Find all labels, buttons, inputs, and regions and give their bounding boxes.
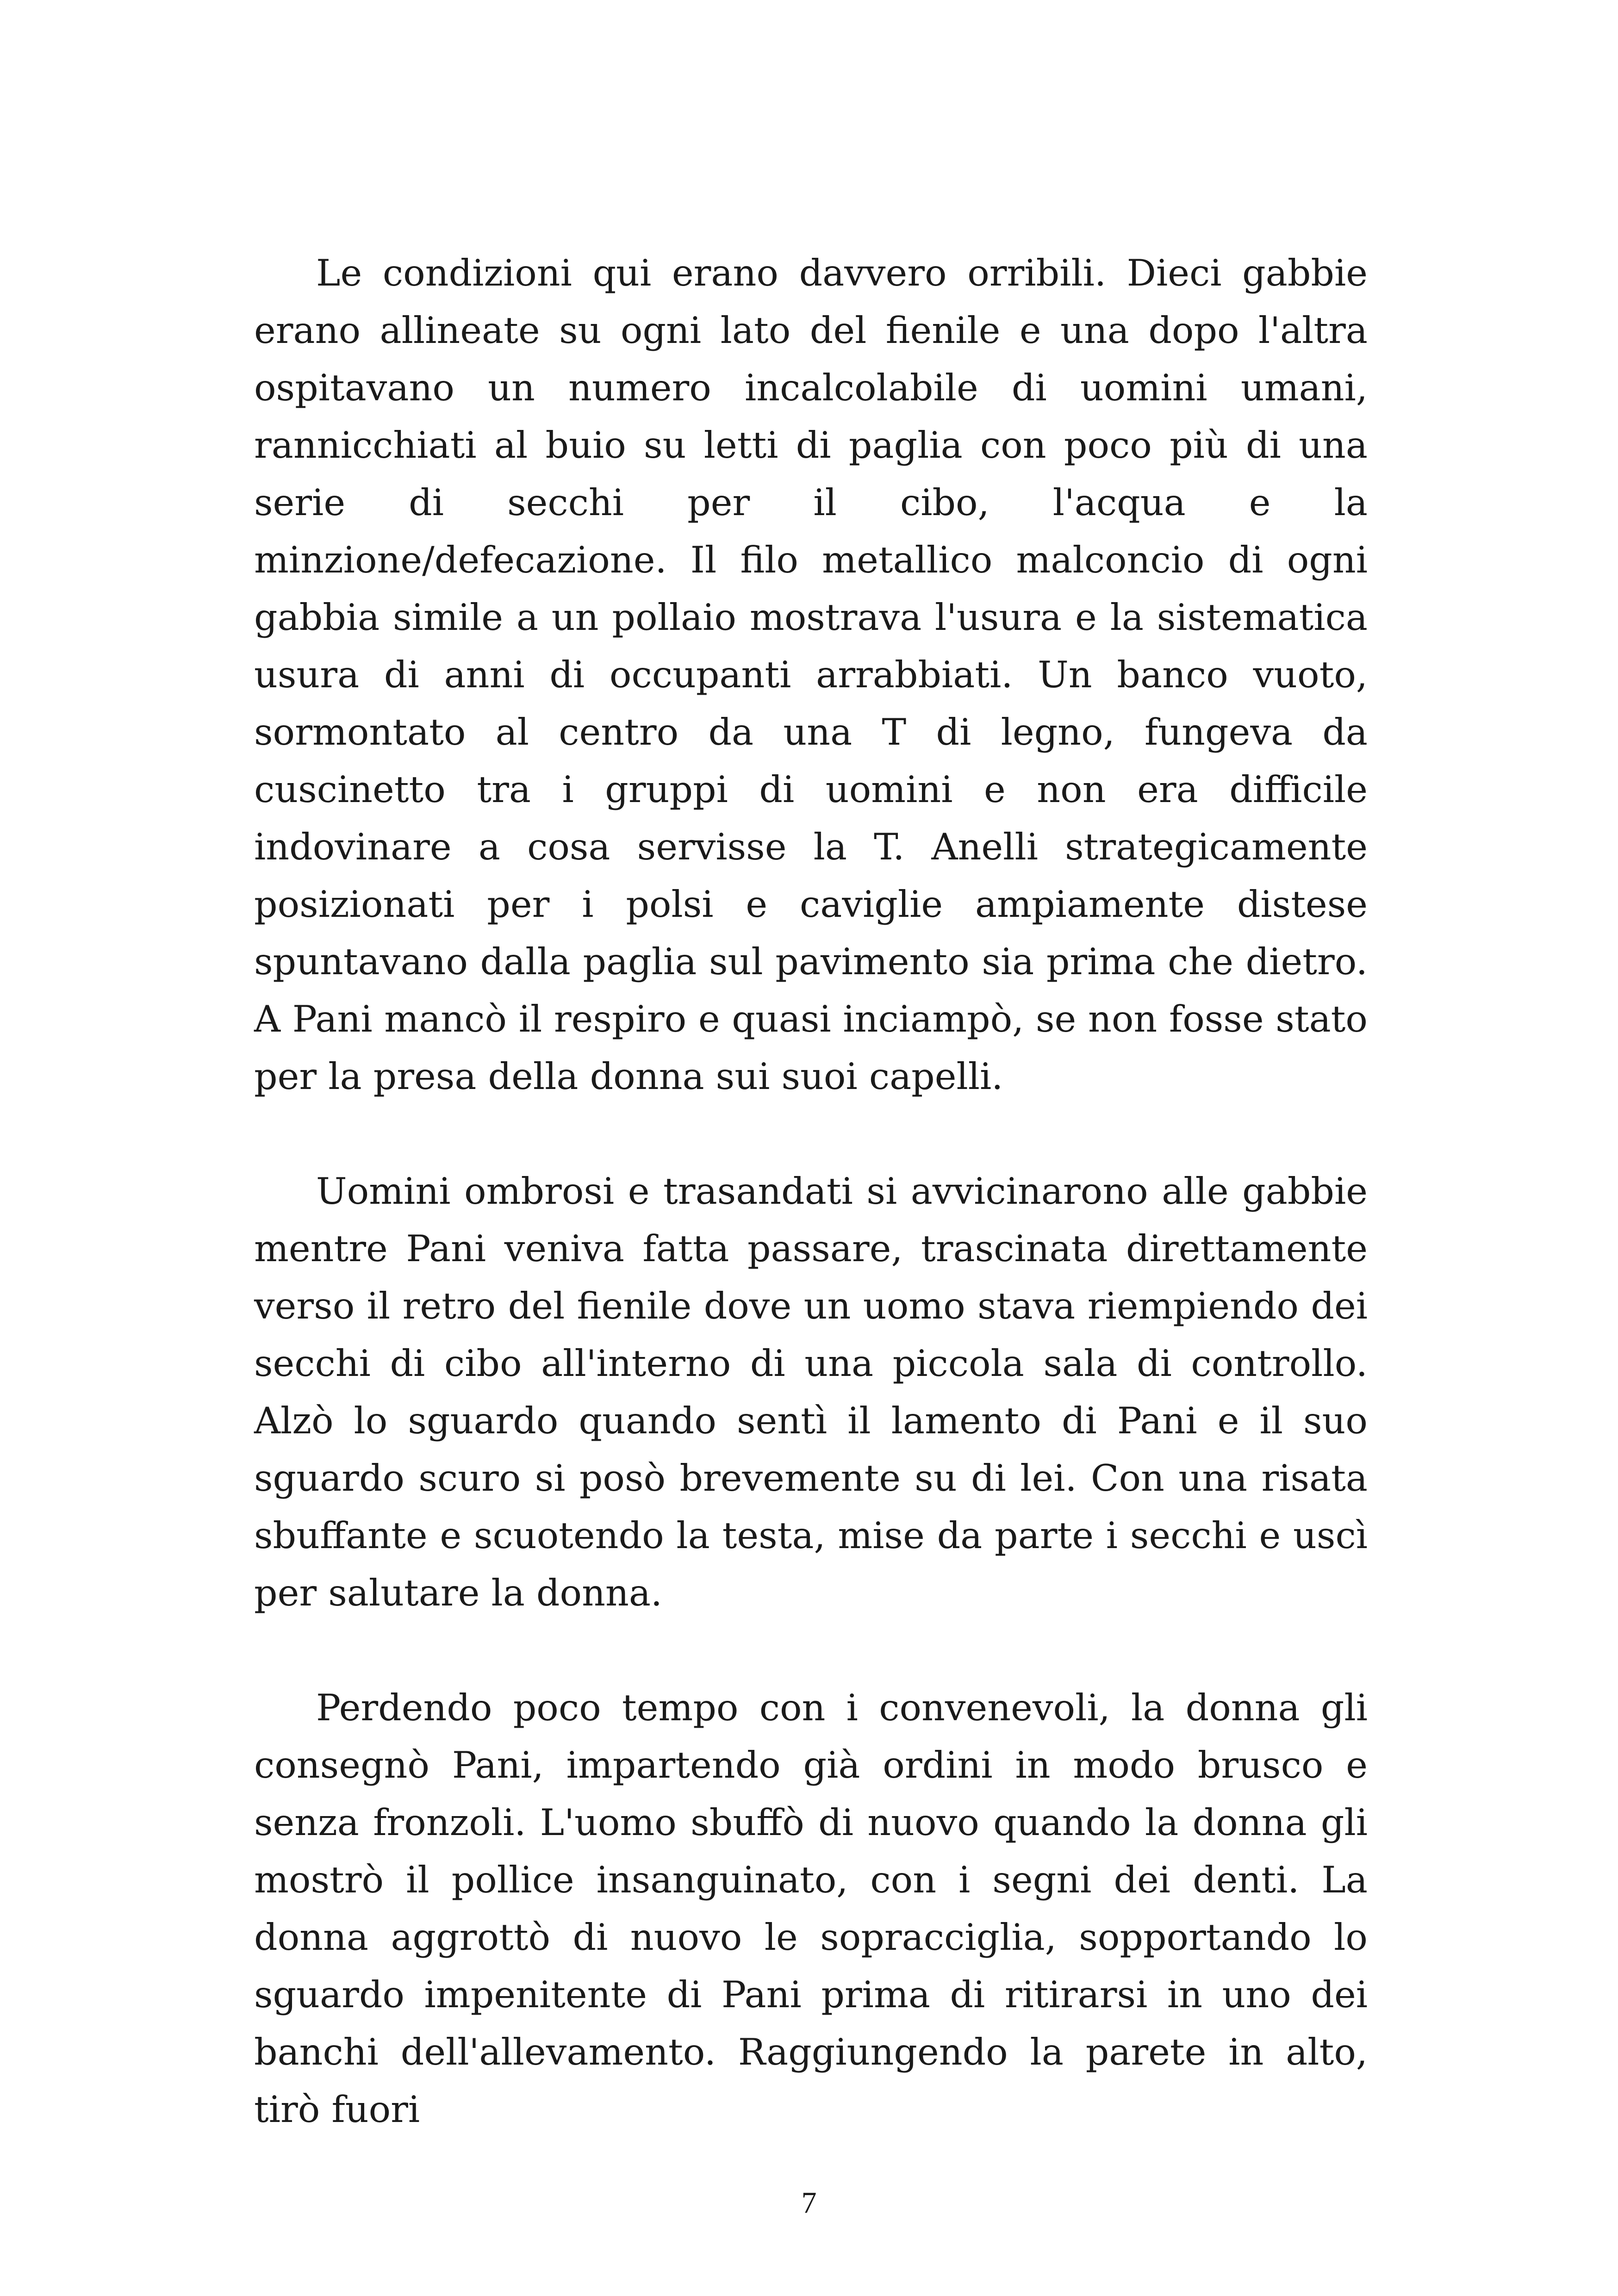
paragraph-1: Le condizioni qui erano davvero orribili. Dieci gabbie erano allineate su ogni lato del fienile e una dopo l'altra ospitavano un numero incalcolabile di uomini umani, rannicchiati al buio su letti di paglia con poco più di una serie di secchi per il cibo, l'acqua e la minzione/defecazione. Il filo metallico malconcio di ogni gabbia simile a un pollaio mostrava l'usura e la sistematica usura di anni di occupanti arrabbiati. Un banco vuoto, sormontato al centro da una T di legno, fungeva da cuscinetto tra i gruppi di uomini e non era difficile indovinare a cosa servisse la T. Anelli strategicamente posizionati per i polsi e caviglie ampiamente distese spuntavano dalla paglia sul pavimento sia prima che dietro. A Pani mancò il respiro e quasi inciampò, se non fosse stato per la presa della donna sui suoi capelli. [254, 252, 1368, 1098]
page-number: 7 [801, 2186, 817, 2220]
body-text [254, 244, 1368, 2138]
paragraph-2: Uomini ombrosi e trasandati si avvicinarono alle gabbie mentre Pani veniva fatta passare, trascinata direttamente verso il retro del fienile dove un uomo stava riempiendo dei secchi di cibo all'interno di una piccola sala di controllo. Alzò lo sguardo quando sentì il lamento di Pani e il suo sguardo scuro si posò brevemente su di lei. Con una risata sbuffante e scuotendo la testa, mise da parte i secchi e uscì per salutare la donna. [254, 1170, 1368, 1614]
paragraph-3: Perdendo poco tempo con i convenevoli, la donna gli consegnò Pani, impartendo già ordini in modo brusco e senza fronzoli. L'uomo sbuffò di nuovo quando la donna gli mostrò il pollice insanguinato, con i segni dei denti. La donna aggrottò di nuovo le sopracciglia, sopportando lo sguardo impenitente di Pani prima di ritirarsi in uno dei banchi dell'allevamento. Raggiungendo la parete in alto, tirò fuori [254, 1686, 1368, 2131]
